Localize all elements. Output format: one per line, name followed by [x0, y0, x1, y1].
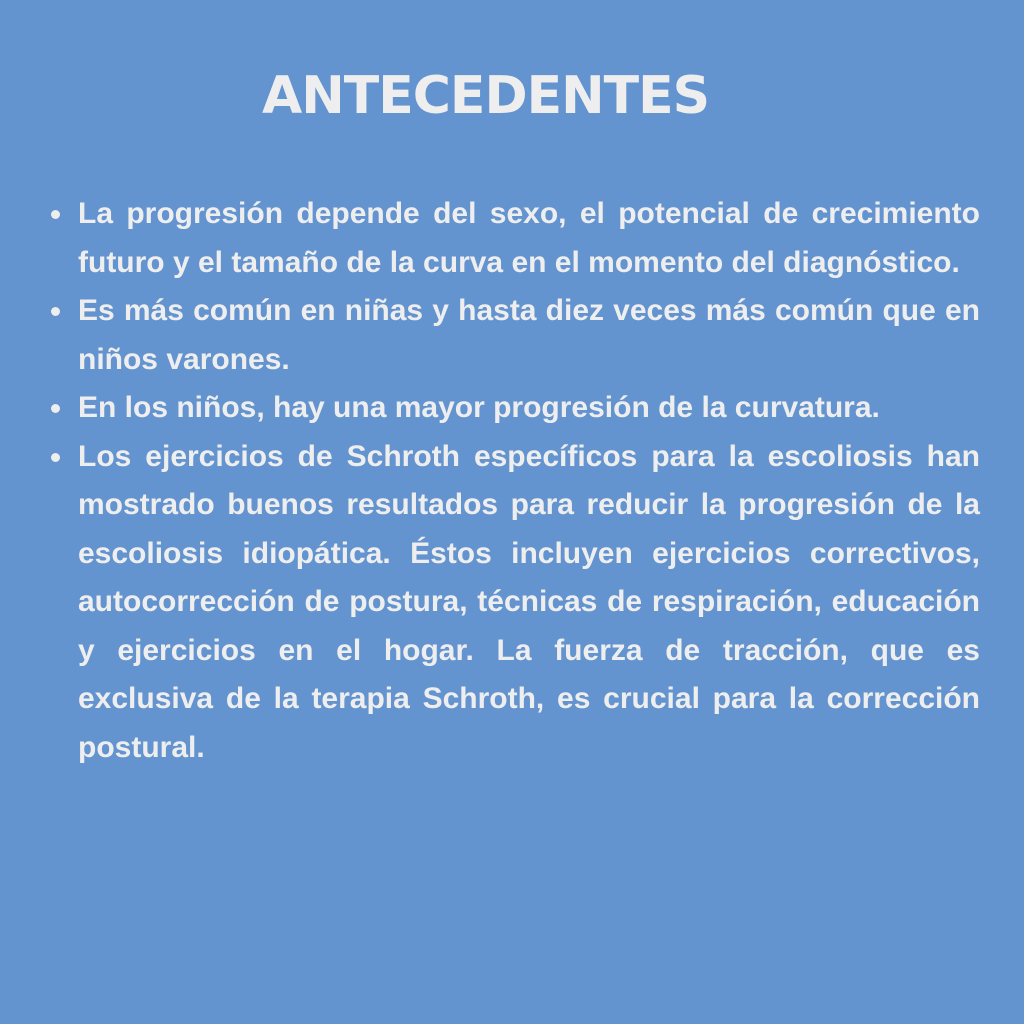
- bullet-dot-icon: [51, 453, 60, 462]
- bullet-dot-icon: [51, 307, 60, 316]
- list-item: [48, 384, 980, 433]
- bullet-text: Es más común en niñas y hasta diez veces más común que en niños varones.: [78, 294, 980, 376]
- bullet-list: [48, 190, 980, 772]
- list-item: [48, 190, 980, 287]
- bullet-dot-icon: [51, 404, 60, 413]
- list-item: [48, 433, 980, 773]
- bullet-text: En los niños, hay una mayor progresión de la curvatura.: [78, 391, 880, 424]
- bullet-text: Los ejercicios de Schroth específicos para la escoliosis han mostrado buenos resultados para reducir la progresión de la escoliosis idiopática. Éstos incluyen ejercicios correctivos, autocorrección de postura, técnicas de respiración, educación y ejercicios en el hogar. La fuerza de tracción, que es exclusiva de la terapia Schroth, es crucial para la corrección postural.: [78, 439, 980, 764]
- list-item: [48, 287, 980, 384]
- bullet-text: La progresión depende del sexo, el potencial de crecimiento futuro y el tamaño de la curva en el momento del diagnóstico.: [78, 197, 980, 279]
- page-title: ANTECEDENTES: [262, 66, 710, 126]
- bullet-dot-icon: [51, 210, 60, 219]
